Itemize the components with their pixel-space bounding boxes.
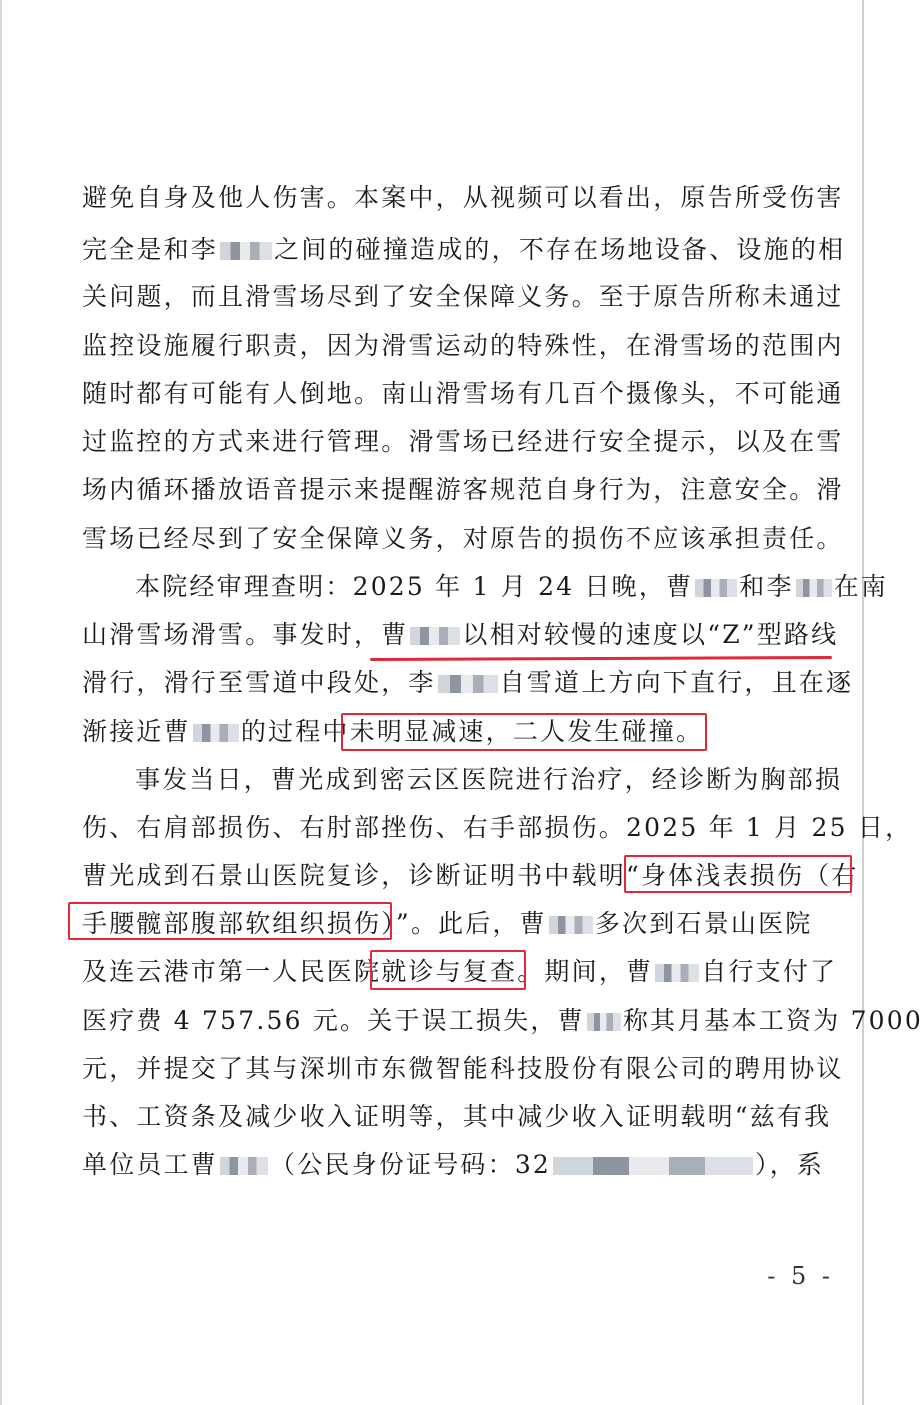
page-left-edge xyxy=(0,0,2,1405)
redacted-name xyxy=(220,242,272,260)
page-number: - 5 - xyxy=(767,1262,834,1290)
text-line xyxy=(82,470,844,510)
text-run: 过监控的方式来进行管理。滑雪场已经进行安全提示，以及在雪 xyxy=(82,427,844,456)
page-right-edge xyxy=(862,0,864,1405)
text-run: 手腰髋部腹部软组织损伤） xyxy=(82,909,396,938)
redacted-name xyxy=(438,675,498,693)
text-run: 关问题，而且滑雪场尽到了安全保障义务。至于原告所称未通过 xyxy=(82,282,844,311)
text-run: 雪场已经尽到了安全保障义务，对原告的损伤不应该承担责任。 xyxy=(82,524,844,553)
text-run: 医疗费 4 757.56 元。关于误工损失，曹 xyxy=(82,1006,585,1035)
text-line xyxy=(82,374,844,414)
text-line xyxy=(82,1049,844,1089)
text-line xyxy=(82,230,846,270)
text-run: 称其月基本工资为 7000 xyxy=(622,1006,923,1035)
text-run: 在南 xyxy=(833,572,889,601)
text-line xyxy=(82,808,913,848)
text-line xyxy=(135,760,843,800)
highlight-box xyxy=(370,950,526,990)
text-run: 滑行，滑行至雪道中段处，李 xyxy=(82,668,436,697)
redacted-name xyxy=(695,579,737,597)
text-run: 本院经审理查明：2025 年 1 月 24 日晚，曹 xyxy=(135,572,694,601)
text-line xyxy=(135,567,889,607)
text-run: 未明显减速，二人发生碰撞。 xyxy=(349,717,704,746)
highlight-underline xyxy=(370,656,832,661)
text-run: 及连云港市第一人民医院 xyxy=(82,957,382,986)
text-run: （公民身份证号码：32 xyxy=(270,1150,552,1179)
text-run: 避免自身及他人伤害。本案中，从视频可以看出，原告所受伤害 xyxy=(82,183,844,212)
text-run: 场内循环播放语音提示来提醒游客规范自身行为，注意安全。滑 xyxy=(82,475,844,504)
text-line xyxy=(82,1145,834,1185)
text-run: 之间的碰撞造成的，不存在场地设备、设施的相 xyxy=(274,235,846,264)
text-run: 完全是和李 xyxy=(82,235,219,264)
highlight-box xyxy=(68,902,392,940)
text-line xyxy=(82,277,844,317)
redacted-name xyxy=(796,579,832,597)
text-run: 身体浅表损伤（右 xyxy=(640,861,859,890)
text-run: 自雪道上方向下直行，且在逐 xyxy=(499,668,854,697)
text-line xyxy=(82,663,854,703)
text-run: ），系 xyxy=(755,1150,825,1179)
text-run: 的过程中 xyxy=(240,717,350,746)
redacted-name xyxy=(587,1013,621,1031)
text-run: 伤、右肩部损伤、右肘部挫伤、右手部损伤。2025 年 1 月 25 日， xyxy=(82,813,913,842)
text-run: 元，并提交了其与深圳市东微智能科技股份有限公司的聘用协议 xyxy=(82,1054,844,1083)
text-line xyxy=(82,1097,834,1137)
highlight-box xyxy=(624,855,852,893)
text-run: 多次到石景山医院 xyxy=(594,909,813,938)
text-run: 书、工资条及减少收入证明等，其中减少收入证明载明“兹有我 xyxy=(82,1102,832,1131)
text-run: 随时都有可能有人倒地。南山滑雪场有几百个摄像头，不可能通 xyxy=(82,379,844,408)
highlight-box xyxy=(341,713,707,751)
text-run: 以相对较慢的速度以“Z”型路线 xyxy=(462,620,839,649)
text-line xyxy=(82,519,844,559)
text-line xyxy=(82,422,844,462)
text-line xyxy=(82,615,839,655)
text-line xyxy=(82,178,844,218)
redacted-name xyxy=(410,627,460,645)
text-run: 监控设施履行职责，因为滑雪运动的特殊性，在滑雪场的范围内 xyxy=(82,331,844,360)
text-run: 山滑雪场滑雪。事发时，曹 xyxy=(82,620,409,649)
text-run: 就诊与复查 xyxy=(381,957,518,986)
text-run: 自行支付了 xyxy=(701,957,838,986)
redacted-name xyxy=(549,916,593,934)
redacted-id-number xyxy=(553,1157,753,1175)
text-run: ”。此后，曹 xyxy=(395,909,547,938)
text-line xyxy=(82,326,844,366)
redacted-name xyxy=(193,724,239,742)
text-run: 。期间，曹 xyxy=(517,957,654,986)
text-line xyxy=(82,1001,923,1041)
text-run: 事发当日，曹光成到密云区医院进行治疗，经诊断为胸部损 xyxy=(135,765,843,794)
text-run: 和李 xyxy=(739,572,794,601)
text-run: 曹光成到石景山医院复诊，诊断证明书中载明“ xyxy=(82,861,641,890)
redacted-name xyxy=(655,964,699,982)
text-run: 渐接近曹 xyxy=(82,717,191,746)
redacted-name xyxy=(220,1157,268,1175)
text-run: 单位员工曹 xyxy=(82,1150,219,1179)
